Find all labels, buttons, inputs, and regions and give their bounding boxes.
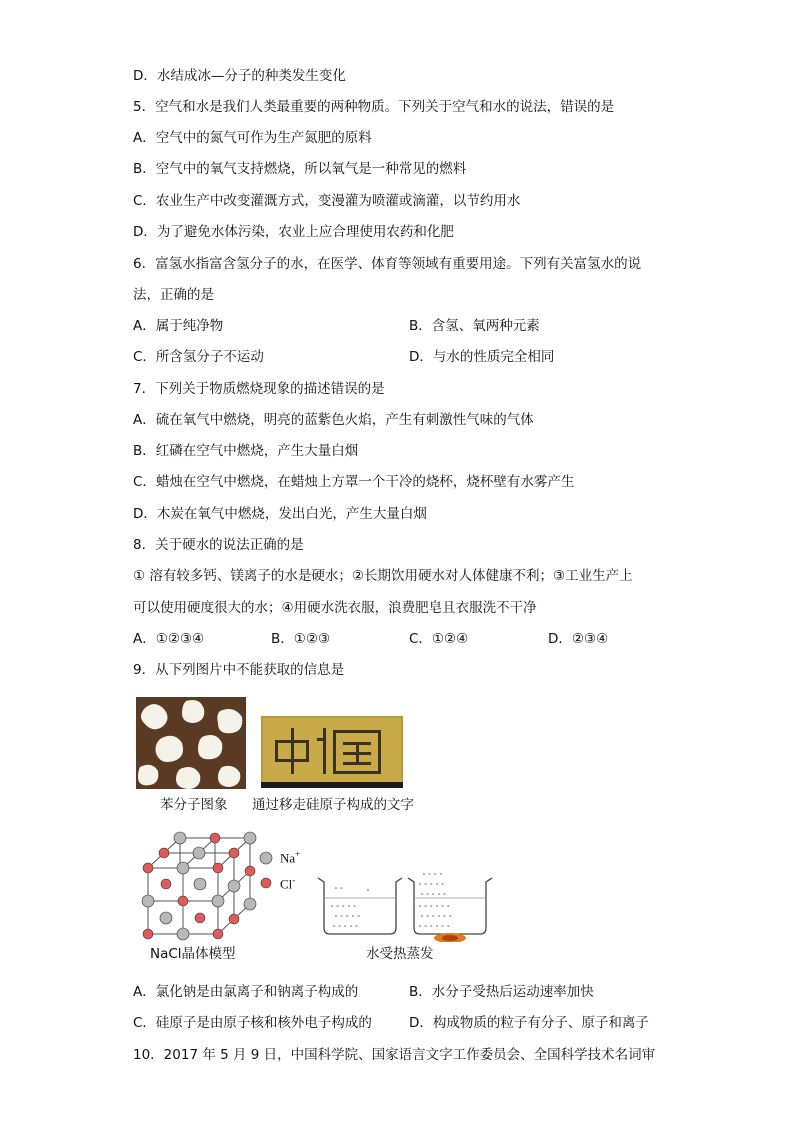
q8-option-a: A．①②③④	[133, 631, 205, 647]
q6-option-c: C．所含氢分子不运动	[133, 349, 264, 365]
svg-text:∘ ∘ ∘ ∘ ∘: ∘ ∘ ∘ ∘ ∘	[332, 923, 359, 930]
q7-stem: 7．下列关于物质燃烧现象的描述错误的是	[133, 381, 385, 397]
q6-option-b: B．含氢、氧两种元素	[409, 318, 540, 334]
q9-option-d: D．构成物质的粒子有分子、原子和离子	[409, 1015, 649, 1031]
q8-option-d: D．②③④	[548, 631, 609, 647]
svg-text:∘ ∘ ∘ ∘ ∘ ∘: ∘ ∘ ∘ ∘ ∘ ∘	[418, 903, 451, 910]
silicon-caption: 通过移走硅原子构成的文字	[252, 797, 414, 813]
svg-text:∘ ∘ ∘ ∘ ∘ ∘: ∘ ∘ ∘ ∘ ∘ ∘	[420, 913, 453, 920]
q7-option-a: A．硫在氧气中燃烧，明亮的蓝紫色火焰，产生有刺激性气味的气体	[133, 412, 534, 428]
q9-stem: 9．从下列图片中不能获取的信息是	[133, 662, 345, 678]
silicon-atom-text-image	[261, 716, 403, 788]
q5-option-d: D．为了避免水体污染，农业上应合理使用农药和化肥	[133, 224, 454, 240]
q7-option-c: C．蜡烛在空气中燃烧，在蜡烛上方罩一个干冷的烧杯，烧杯壁有水雾产生	[133, 474, 575, 490]
legend-cl: Cl-	[280, 875, 296, 892]
q5-stem: 5．空气和水是我们人类最重要的两种物质。下列关于空气和水的说法，错误的是	[133, 99, 615, 115]
q9-option-a: A．氯化钠是由氯离子和钠离子构成的	[133, 984, 359, 1000]
benzene-caption: 苯分子图象	[160, 797, 228, 813]
water-caption: 水受热蒸发	[366, 946, 434, 962]
nacl-legend-icons	[259, 850, 273, 890]
q8-body-line2: 可以使用硬度很大的水；④用硬水洗衣服，浪费肥皂且衣服洗不干净	[133, 600, 537, 616]
q8-body-line1: ① 溶有较多钙、镁离子的水是硬水；②长期饮用硬水对人体健康不利；③工业生产上	[133, 568, 633, 584]
q9-option-b: B．水分子受热后运动速率加快	[409, 984, 594, 1000]
q8-stem: 8．关于硬水的说法正确的是	[133, 537, 304, 553]
q9-option-c: C．硅原子是由原子核和核外电子构成的	[133, 1015, 372, 1031]
water-evaporation-diagram	[314, 868, 498, 942]
q6-stem-line2: 法，正确的是	[133, 287, 214, 303]
svg-text:∘ ∘ ∘ ∘ ∘: ∘ ∘ ∘ ∘ ∘	[420, 891, 447, 898]
nacl-caption: NaCl晶体模型	[150, 946, 236, 962]
q5-option-b: B．空气中的氧气支持燃烧，所以氧气是一种常见的燃料	[133, 161, 467, 177]
q5-option-c: C．农业生产中改变灌溉方式，变漫灌为喷灌或滴灌，以节约用水	[133, 193, 521, 209]
q8-option-c: C．①②④	[409, 631, 469, 647]
svg-text:∘ ∘: ∘ ∘	[334, 885, 344, 892]
benzene-molecule-image	[136, 697, 246, 789]
q8-option-b: B．①②③	[271, 631, 331, 647]
q6-option-a: A．属于纯净物	[133, 318, 224, 334]
svg-text:∘ ∘ ∘ ∘ ∘: ∘ ∘ ∘ ∘ ∘	[330, 903, 357, 910]
svg-text:∘ ∘ ∘ ∘ ∘: ∘ ∘ ∘ ∘ ∘	[334, 913, 361, 920]
svg-text:∘ ∘ ∘ ∘ ∘: ∘ ∘ ∘ ∘ ∘	[418, 881, 445, 888]
q6-option-d: D．与水的性质完全相同	[409, 349, 555, 365]
q4-option-d: D．水结成冰—分子的种类发生变化	[133, 68, 346, 84]
nacl-crystal-model	[140, 830, 270, 942]
q6-stem-line1: 6．富氢水指富含氢分子的水，在医学、体育等领域有重要用途。下列有关富氢水的说	[133, 256, 642, 272]
svg-text:∘ ∘ ∘ ∘ ∘ ∘: ∘ ∘ ∘ ∘ ∘ ∘	[418, 923, 451, 930]
legend-na: Na+	[280, 849, 301, 866]
svg-text:∘ ∘ ∘ ∘: ∘ ∘ ∘ ∘	[422, 871, 443, 878]
q7-option-b: B．红磷在空气中燃烧，产生大量白烟	[133, 443, 359, 459]
q10-stem: 10．2017 年 5 月 9 日，中国科学院、国家语言文字工作委员会、全国科学技术名词审	[133, 1047, 656, 1063]
q5-option-a: A．空气中的氮气可作为生产氮肥的原料	[133, 130, 372, 146]
q7-option-d: D．木炭在氧气中燃烧，发出白光，产生大量白烟	[133, 506, 427, 522]
svg-text:∘: ∘	[366, 887, 370, 894]
